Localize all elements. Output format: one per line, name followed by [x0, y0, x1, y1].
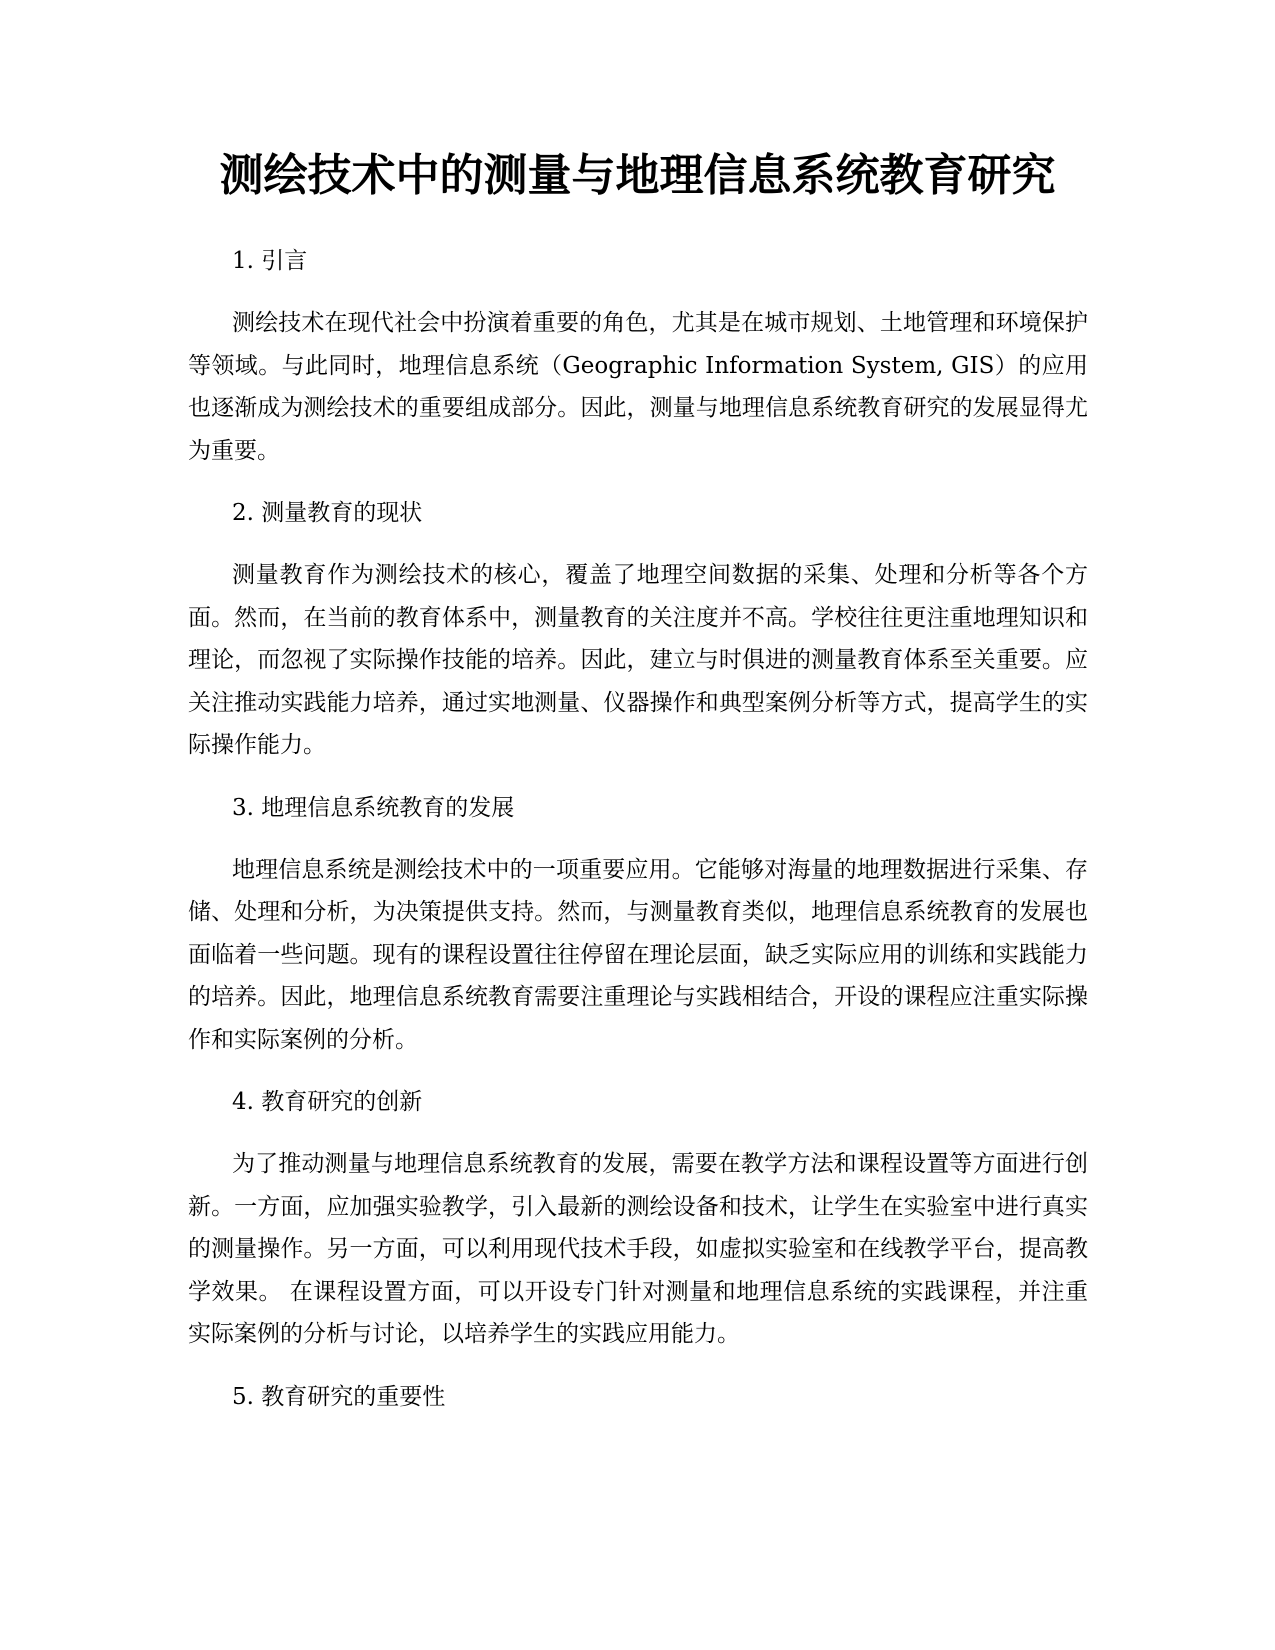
- section-heading: 2. 测量教育的现状: [232, 500, 423, 526]
- section-paragraph: 测量教育作为测绘技术的核心，覆盖了地理空间数据的采集、处理和分析等各个方面。然而，在当前的教育体系中，测量教育的关注度并不高。学校往往更注重地理知识和理论，而忽视了实际操作技能的培养。因此，建立与时俱进的测量教育体系至关重要。应关注推动实践能力培养，通过实地测量、仪器操作和典型案例分析等方式，提高学生的实际操作能力。: [188, 562, 1088, 758]
- section-paragraph: 测绘技术在现代社会中扮演着重要的角色，尤其是在城市规划、土地管理和环境保护等领域。与此同时，地理信息系统（Geographic Information System, GIS）的应用也逐渐成为测绘技术的重要组成部分。因此，测量与地理信息系统教育研究的发展显得尤为重要。: [188, 310, 1088, 464]
- section-heading: 1. 引言: [232, 248, 308, 274]
- section-heading: 4. 教育研究的创新: [232, 1089, 423, 1115]
- document-title: 测绘技术中的测量与地理信息系统教育研究: [219, 150, 1056, 201]
- section-paragraph: 为了推动测量与地理信息系统教育的发展，需要在教学方法和课程设置等方面进行创新。一方面，应加强实验教学，引入最新的测绘设备和技术，让学生在实验室中进行真实的测量操作。另一方面，可以利用现代技术手段，如虚拟实验室和在线教学平台，提高教学效果。 在课程设置方面，可以开设专门针对测量和地理信息系统的实践课程，并注重实际案例的分析与讨论，以培养学生的实践应用能力。: [188, 1151, 1088, 1347]
- section-education-importance: [188, 1376, 1088, 1418]
- document-body: [188, 240, 1088, 1418]
- section-education-innovation: [188, 1081, 1088, 1376]
- section-heading: 3. 地理信息系统教育的发展: [232, 794, 515, 821]
- section-paragraph: 地理信息系统是测绘技术中的一项重要应用。它能够对海量的地理数据进行采集、存储、处理和分析，为决策提供支持。然而，与测量教育类似，地理信息系统教育的发展也面临着一些问题。现有的课程设置往往停留在理论层面，缺乏实际应用的训练和实践能力的培养。因此，地理信息系统教育需要注重理论与实践相结合，开设的课程应注重实际操作和实际案例的分析。: [188, 856, 1088, 1053]
- section-heading: 5. 教育研究的重要性: [232, 1383, 446, 1410]
- section-gis-education-development: [188, 787, 1088, 1082]
- section-introduction: [188, 240, 1088, 492]
- section-survey-education-status: [188, 492, 1088, 787]
